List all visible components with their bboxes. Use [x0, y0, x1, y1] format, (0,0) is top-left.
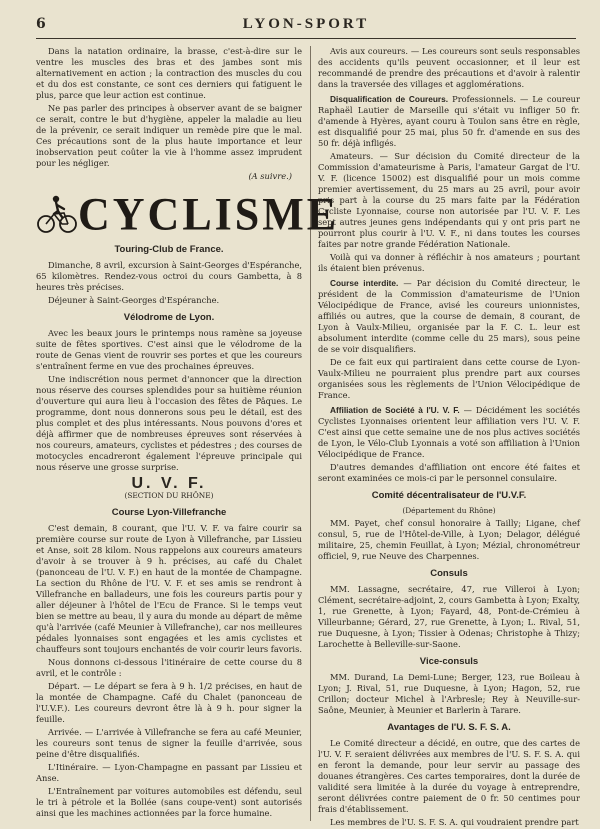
touring-club-text: Déjeuner à Saint-Georges d'Espéranche. [48, 295, 220, 305]
affiliation-text: — Décidément les sociétés Cyclistes Lyonnaises orientent leur affiliation vers l'U. V. F. C'est ainsi que cette semaine une de nos plus actives sociétés de Lyon, le Vélo-Club Lyonnais a voté son affiliation à l'Union Vélocipédique de France. [318, 405, 580, 459]
course-text: Nous donnons ci-dessous l'itinéraire de cette course du 8 avril, et le contrôle : [36, 656, 302, 678]
course-interdite-heading: Course interdite. [330, 278, 399, 288]
comite-subheading: (Département du Rhône) [402, 506, 496, 515]
course-text: C'est demain, 8 courant, que l'U. V. F. va faire courir sa première course sur route de Lyon à Villefranche, par Lissieu et Anse, soit 28 kilom. Nous rappelons aux coureurs amateurs d'avoir à se trouver à 9 h. précises, au café du Chalet (panonceau de l'U. V. F.) en haut de la montée de Champagne. La section du Rhône de l'U. V. F. et ses amis se rendront à Villefranche en balladeurs, une fois les coureurs partis pour y aller déjeuner à l'hôtel de l'Ecu de France. Si le temps veut bien se mettre au beau, il y aura du monde au départ de même qu'à l'arrivée (café Meunier à Villefranche), car nos meilleures pédales lyonnaises sont engagées et les amis cyclistes et chauffeurs sont toujours enchantés de voir courir leurs favoris. [36, 522, 302, 654]
page-number: 6 [36, 16, 46, 32]
vice-consuls-heading: Vice-consuls [419, 655, 479, 667]
course-text: Départ. — Le départ se fera à 9 h. 1/2 précises, en haut de la montée de Champagne. Café du Chalet (panonceau de l'U.V.F.). Les coureurs devront être là à 9 h. pour signer la feuille. [36, 680, 302, 724]
course-text: L'Itinéraire. — Lyon-Champagne en passant par Lissieu et Anse. [36, 761, 302, 783]
velodrome-text: Avec les beaux jours le printemps nous ramène sa joyeuse suite de fêtes sportives. C'est ainsi que le vélodrome de la route de Genas vient de rouvrir ses portes et que les coureurs s'entraînent ferme en vue des prochaines épreuves. [36, 328, 302, 371]
affiliation-para [318, 405, 580, 460]
cyclist-icon [36, 193, 78, 235]
disqualification-text: Voilà qui va donner à réfléchir à nos amateurs ; pourtant ils étaient bien prévenus. [318, 252, 580, 273]
consuls-heading: Consuls [430, 567, 468, 579]
uvf-heading: U. V. F. [131, 475, 207, 492]
left-column [36, 46, 340, 821]
course-heading: Course Lyon-Villefranche [111, 506, 227, 518]
disqualification-heading: Disqualification de Coureurs. [330, 94, 449, 104]
to-be-continued: (A suivre.) [248, 171, 292, 181]
intro-paragraph: Dans la natation ordinaire, la brasse, c'est-à-dire sur le ventre les muscles des bras et des jambes sont mis alternativement en action ; la contraction des muscles du cou et du dos est constante, ce sont ces derniers qui fatiguent le plus, parce que leur action est continue. [36, 46, 302, 100]
disqualification-para [318, 94, 580, 149]
comite-text: MM. Payet, chef consul honoraire à Tailly; Ligane, chef consul, 5, rue de l'Hôtel-de-Ville, à Lyon; Delagor, délégué militaire, 25, chemin Feuillat, à Lyon; Mézial, chronométreur officiel, 9, rue Neuve des Charpennes. [318, 517, 580, 561]
affiliation-text: D'autres demandes d'affiliation ont encore été faites et seront examinées ce mois-ci par le personnel consulaire. [318, 462, 580, 483]
vice-consuls-text: MM. Durand, La Demi-Lune; Berger, 123, rue Boileau à Lyon; J. Rival, 51, rue Duquesne, à Lyon; Hagon, 52, rue Crillon; docteur Michel à l'Arbresle; Rey à Neuville-sur-Saône, Meunier, à Meunier et Barlerin à Tarare. [318, 671, 580, 715]
publication-title: LYON-SPORT [242, 16, 370, 32]
page-header [36, 14, 576, 39]
avantages-text: Le Comité directeur a décidé, en outre, que des cartes de l'U. V. F. seraient délivrées aux membres de l'U. S. F. S. A. qui en feront la demande, pour leur servir au passage des douanes étrangères. Ces cartes temporaires, dont la durée de validité sera limitée à la durée du voyage à entreprendre, seront délivrées contre paiement de 0 fr. 50 centimes pour frais d'établissement. [318, 737, 580, 814]
section-title: CYCLISME [78, 188, 340, 240]
comite-heading: Comité décentralisateur de l'U.V.F. [371, 490, 527, 501]
uvf-subheading: (SECTION DU RHÔNE) [124, 491, 214, 500]
disqualification-text: Professionnels. — Le coureur Raphaël Lautier de Marseille qui s'était vu infliger 50 fr. d'amende à Hyères, ayant couru à Toulon sans être en règle, est disqualifié pour 25 mai, plus 50 fr. d'amende en sus des 50 fr. déjà infligés. [318, 94, 580, 148]
course-interdite-text: — Par décision du Comité directeur, le président de la Commission d'amateurisme de l'Union Vélocipédique de France, avisé les coureurs unionnistes, affiliés ou autres, que la course de demain, 8 courant, de Lyon à Vaulx-Milieu, organisée par la F. C. L. leur est absolument interdite (comme celle du 25 mars), sous peine de se voir disqualifiers. [318, 278, 580, 354]
touring-club-text: Dimanche, 8 avril, excursion à Saint-Georges d'Espéranche, 65 kilomètres. Rendez-vous octroi du cours Gambetta, à 8 heures très précises. [36, 260, 302, 292]
course-interdite-para [318, 278, 580, 355]
course-interdite-text: De ce fait eux qui partiraient dans cette course de Lyon-Vaulx-Milieu ne pourraient plus prendre part aux courses organisées sous les règlements de l'Union Vélocipédique de France. [318, 357, 580, 400]
notice-to-riders: Avis aux coureurs. — Les coureurs sont seuls responsables des accidents qu'ils peuvent occasionner, et il leur est recommandé de prendre des précautions et d'avoir à ralentir dans la traversée des villages et agglomérations. [318, 46, 580, 89]
right-column [318, 46, 580, 827]
velodrome-heading: Vélodrome de Lyon. [123, 312, 215, 323]
course-text: L'Entraînement par voitures automobiles est défendu, seul le tri à pétrole et la Bollée (sans coupe-vent) sont autorisés ainsi que les machines actionnées par la force humaine. [36, 785, 302, 818]
avantages-text: Les membres de l'U. S. F. S. A. qui voudraient prendre part [330, 816, 579, 827]
disqualification-text: Amateurs. — Sur décision du Comité directeur de la Commission d'amateurisme à Paris, l'amateur Gargat de l'U. V. F. (licence 15002) est disqualifié pour un mois comme premier avertissement, du 25 mars au 25 avril, pour avoir pris part à la course du 25 mars faite par la Fédération Cycliste Lyonnaise, course non autorisée par l'U. V. F. Les sept autres jeunes gens indépendants qui y ont pris part ne pourront plus courir à l'U. V. F., ni dans toutes les courses faites par notre grande Fédération Nationale. [318, 151, 580, 249]
velodrome-text: Une indiscrétion nous permet d'annoncer que la direction nous réserve des courses splendides pour sa huitième réunion d'ouverture qui aura lieu à l'occasion des fêtes de Pâques. Le programme, dont nous donnerons sous peu le détail, est des plus complet et des plus intéressants. Nous pouvons d'ores et déjà affirmer que de nombreuses épreuves sont réservées à nos coureurs, amateurs, cyclistes et pédestres ; des courses de motocycles encadreront également l'épreuve principale qui nous réserve une grosse surprise. [36, 374, 302, 472]
affiliation-heading: Affiliation de Société à l'U. V. F. [330, 405, 460, 415]
cyclisme-banner [36, 188, 340, 240]
course-text: Arrivée. — L'arrivée à Villefranche se fera au café Meunier, les coureurs sont tenus de signer la feuille d'arrivée, sous peine d'être disqualifiés. [36, 726, 302, 759]
intro-paragraph: Ne pas parler des principes à observer avant de se baigner ce serait, contre le but d'hygiène, appeler la maladie au lieu de la prévenir, ce serait indiquer un remède pire que le mal. Ces précautions sont de la plus haute importance et leur inobservation peut coûter la vie à l'homme assez imprudent pour les négliger. [36, 103, 302, 168]
consuls-text: MM. Lassagne, secrétaire, 47, rue Villeroi à Lyon; Clément, secrétaire-adjoint, 2, cours Gambetta à Lyon; Exalty, 1, rue Grenette, à Lyon; Fayard, 48, Pont-de-Crémieu à Villeurbanne; Gérard, 27, rue Grenette, à Lyon; L. Rival, 51, rue Duquesne, à Lyon; Tissier à Odenas; Christophe à Thizy; Larochette à Belleville-sur-Saone. [318, 583, 580, 649]
avantages-heading: Avantages de l'U. S. F. S. A. [387, 721, 511, 733]
touring-club-heading: Touring-Club de France. [114, 244, 224, 255]
column-divider [310, 46, 311, 821]
